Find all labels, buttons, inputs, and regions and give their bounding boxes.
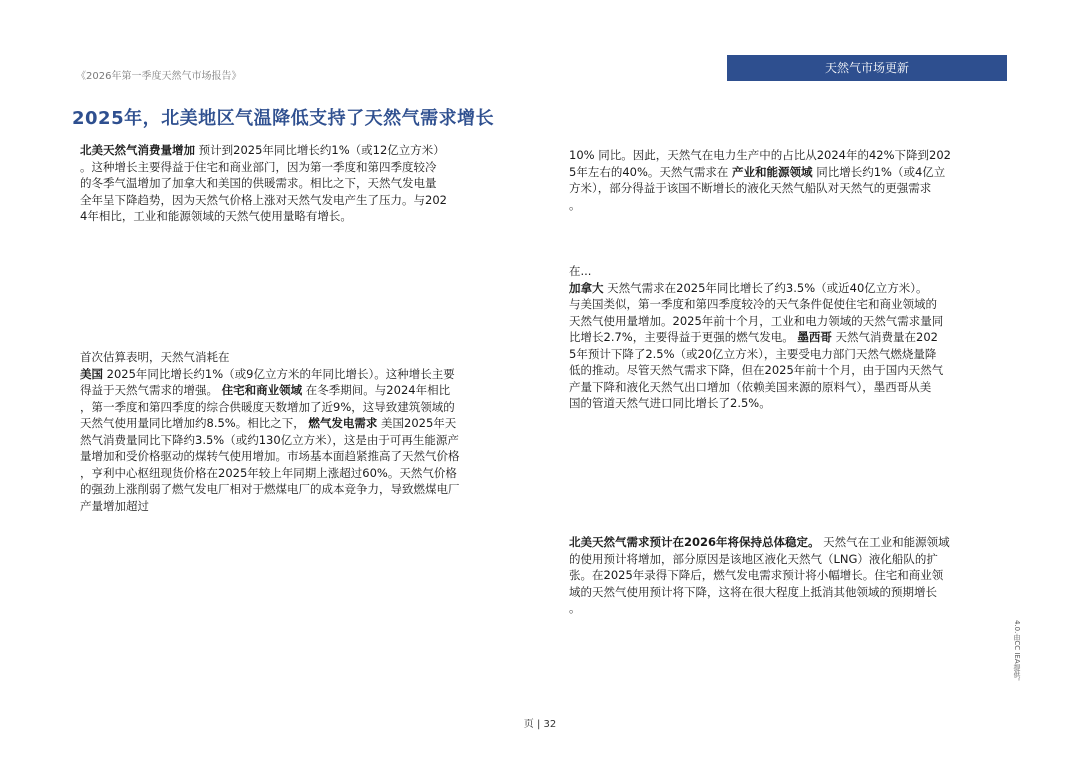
text-span: 天然气使用量同比增加约8.5%。相比之下， — [80, 416, 309, 430]
paragraph-line: 产量下降和液化天然气出口增加（依赖美国来源的原料气），墨西哥从美 — [569, 379, 932, 394]
paragraph-us-estimate — [80, 349, 520, 514]
section-tag: 天然气市场更新 — [727, 55, 1007, 81]
source-note: 4.0.由CC IEA提供。 — [1013, 620, 1021, 685]
text-span: 同比增长约1%（或4亿立 — [812, 164, 946, 179]
bold-canada: 加拿大 — [569, 280, 604, 295]
text-span: 天然气需求在2025年同比增长了约3.5%（或近40亿立方米）。 — [603, 280, 928, 295]
paragraph-line: 。 — [569, 197, 581, 212]
paragraph-line: 的强劲上涨削弱了燃气发电厂相对于燃煤电厂的成本竞争力，导致燃煤电厂 — [80, 482, 460, 496]
paragraph-line — [569, 534, 1009, 551]
paragraph-2026-outlook — [569, 534, 1009, 617]
paragraph-line: 国的管道天然气进口同比增长了2.5%。 — [569, 396, 771, 410]
bold-residential: 住宅和商业领域 — [221, 383, 303, 397]
report-title: 《2026年第一季度天然气市场报告》 — [76, 71, 242, 82]
paragraph-line — [569, 164, 1009, 181]
page-heading: 2025年，北美地区气温降低支持了天然气需求增长 — [72, 108, 495, 129]
paragraph-consumption-increase — [80, 142, 520, 225]
bold-industry: 产业和能源领域 — [732, 164, 813, 179]
paragraph-line: ，亨利中心枢纽现货价格在2025年较上年同期上涨超过60%。天然气价格 — [80, 465, 457, 480]
paragraph-line: 的冬季气温增加了加拿大和美国的供暖需求。相比之下，天然气发电量 — [80, 176, 437, 190]
paragraph-line: 首次估算表明，天然气消耗在 — [80, 350, 230, 364]
text-span: 得益于天然气需求的增强。 — [80, 383, 222, 397]
page-number: 页 | 32 — [523, 719, 557, 730]
paragraph-line: 天然气使用量增加。2025年前十个月，工业和电力领域的天然气需求量同 — [569, 313, 944, 328]
paragraph-line: 产量增加超过 — [80, 498, 149, 513]
bold-power-demand: 燃气发电需求 — [308, 416, 378, 430]
paragraph-line: 域的天然气使用预计将下降，这将在很大程度上抵消其他领域的预期增长 — [569, 584, 937, 599]
text-span: 天然气消费量在202 — [831, 330, 938, 344]
text-span: 在冬季期间。与2024年相比 — [302, 383, 451, 397]
bold-us: 美国 — [80, 366, 103, 381]
paragraph-power-share — [569, 147, 1009, 213]
bold-lead: 北美天然气需求预计在2026年将保持总体稳定。 — [569, 535, 820, 549]
text-span: 预计到2025年同比增长约1%（或12亿立方米） — [195, 143, 445, 157]
paragraph-line: 张。在2025年录得下降后，燃气发电需求预计将小幅增长。住宅和商业领 — [569, 568, 944, 582]
bold-lead: 北美天然气消费量增加 — [80, 143, 195, 157]
paragraph-line: 。 — [569, 601, 581, 615]
text-span: 比增长2.7%，主要得益于更强的燃气发电。 — [569, 330, 798, 344]
paragraph-line — [80, 415, 520, 432]
paragraph-line: ，第一季度和第四季度的综合供暖度天数增加了近9%，这导致建筑领域的 — [80, 399, 455, 414]
paragraph-line: 然气消费量同比下降约3.5%（或约130亿立方米），这是由于可再生能源产 — [80, 432, 459, 447]
paragraph-line: 的使用预计将增加，部分原因是该地区液化天然气（LNG）液化船队的扩 — [569, 551, 938, 566]
paragraph-line: 在... — [569, 264, 592, 278]
paragraph-line: 。这种增长主要得益于住宅和商业部门，因为第一季度和第四季度较冷 — [80, 159, 437, 174]
paragraph-line: 与美国类似，第一季度和第四季度较冷的天气条件促使住宅和商业领域的 — [569, 297, 937, 311]
paragraph-line: 5年预计下降了2.5%（或20亿立方米），主要受电力部门天然气燃烧量降 — [569, 346, 937, 361]
paragraph-line: 全年呈下降趋势，因为天然气价格上涨对天然气发电产生了压力。与202 — [80, 192, 447, 207]
paragraph-line — [80, 142, 520, 159]
paragraph-line — [569, 329, 1009, 346]
bold-mexico: 墨西哥 — [797, 330, 832, 344]
paragraph-line — [80, 366, 520, 383]
paragraph-canada-mexico — [569, 263, 1009, 412]
text-span: 2025年同比增长约1%（或9亿立方米的年同比增长）。这种增长主要 — [103, 366, 455, 381]
text-span: 天然气在工业和能源领域 — [819, 535, 950, 549]
paragraph-line: 10% 同比。因此，天然气在电力生产中的占比从2024年的42%下降到202 — [569, 148, 951, 162]
paragraph-line — [569, 280, 1009, 297]
paragraph-line — [80, 382, 520, 399]
paragraph-line: 低的推动。尽管天然气需求下降，但在2025年前十个月，由于国内天然气 — [569, 363, 944, 377]
text-span: 5年左右的40%。天然气需求在 — [569, 164, 733, 179]
paragraph-line: 方米），部分得益于该国不断增长的液化天然气船队对天然气的更强需求 — [569, 181, 932, 195]
paragraph-line: 4年相比，工业和能源领域的天然气使用量略有增长。 — [80, 209, 352, 223]
text-span: 美国2025年天 — [377, 416, 457, 430]
paragraph-line: 量增加和受价格驱动的煤转气使用增加。市场基本面趋紧推高了天然气价格 — [80, 449, 460, 463]
